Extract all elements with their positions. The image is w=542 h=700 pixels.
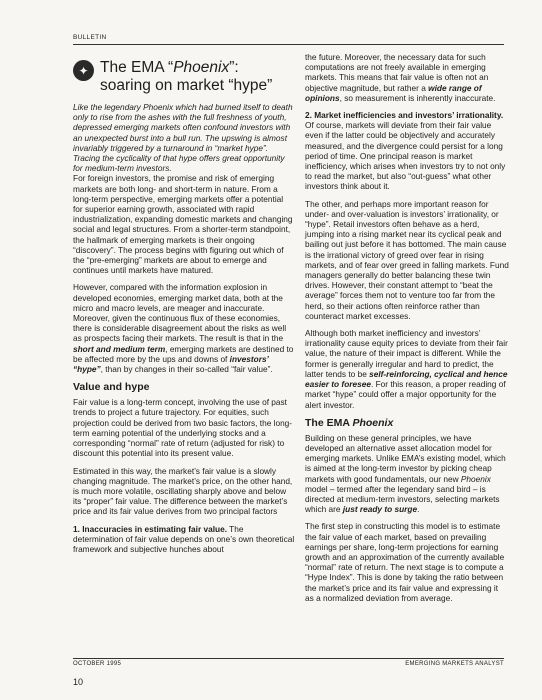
paragraph: Fair value is a long-term concept, involving the use of past trends to project a future trajectory. For equities, such projection could be derived from two basic factors, the long-term earning potential of the underlying stocks and a corresponding “normal” rate of return (adjusted for risk) to discount this potential into its present value. (73, 397, 293, 459)
title-row (73, 52, 295, 94)
paragraph: Building on these general principles, we have developed an alternative asset allocation model for emerging markets. Unlike EMA’s existing model, which is aimed at the long-term investor by picking cheap markets with good fundamentals, our new Phoenix model – termed after the legendary sand bird – is directed at medium-term investors, selecting markets which are just ready to surge. (305, 432, 506, 515)
page-number: 10 (73, 677, 84, 687)
left-column (73, 52, 295, 561)
section-heading: The EMA Phoenix (305, 416, 394, 429)
paragraph: The other, and perhaps more important reason for under- and over-valuation is investors’ irrationality, or “hype”. Retail investors often behave as a herd, jumping into a rising market near its cyclical peak and bailing out just before it has bottomed. The main cause is the irrational victory of greed over fear in rising markets, and of fear over greed in falling markets. Fund managers generally do better balancing these twin drives. However, their constant attempt to “beat the average” forces them not to venture too far from the herd, so their actions often reinforce rather than counteract market excesses. (305, 198, 509, 321)
paragraph: The first step in constructing this model is to estimate the fair value of each market, based on prevailing earnings per share, long-term projections for earning growth and an approximation of the currently available “normal” rate of return. The next stage is to compute a “Hype Index”. This is done by taking the ratio between the market’s price and its fair value and expressing it as a normalized deviation from average. (305, 521, 505, 603)
section-heading: Value and hype (73, 381, 150, 394)
intro-paragraph: Like the legendary Phoenix which had burned itself to death only to rise from the ashes with the full freshness of youth, depressed emerging markets often confound investors with an unexpected burst into a bull run. The upswing is almost invariably triggered by a turnaround in “market hype”. Tracing the cyclicality of that hype offers great opportunity for medium-term investors. (73, 102, 293, 174)
paragraph: 2. Market inefficiencies and investors’ irrationality. Of course, markets will deviate from their fair value even if the latter could be objectively and accurately measured, and the divergence could persist for a long period of time. One principal reason is market inefficiency, which arises when investors try to not only to read the market, but also “out-guess” what other investors think about it. (305, 110, 506, 192)
article-title: The EMA “Phoenix”: soaring on market “hype” (100, 59, 273, 94)
paragraph: Although both market inefficiency and investors’ irrationality cause equity prices to deviate from their fair value, the nature of their impact is different. While the former is generally irregular and hard to predict, the latter tends to be self-reinforcing, cyclical and hence easier to foresee. For this reason, a proper reading of market “hype” could offer a major opportunity for the alert investor. (305, 328, 508, 410)
footer-rule (73, 658, 504, 659)
paragraph: For foreign investors, the promise and risk of emerging markets are both long- and short-term in nature. From a long-term perspective, emerging markets offer a potential for superior earning growth, associated with rapid industrialization, expanding domestic markets and changing social and legal structures. From a shorter-term standpoint, the hallmark of emerging markets is their ongoing “discovery”. The process begins with figuring out which of the “pre-emerging” markets are about to emerge and continues until markets have matured. (73, 173, 293, 276)
paragraph: Estimated in this way, the market’s fair value is a slowly changing magnitude. The market’s price, on the other hand, is much more volatile, oscillating sharply above and below its “proper” fair value. The difference between the market’s price and its fair value derives from two principal factors (73, 465, 293, 517)
phoenix-logo-icon: ✦ (73, 60, 94, 81)
paragraph: 1. Inaccuracies in estimating fair value. The determination of fair value depends on one’s own theoretical framework and subjective hunches about (73, 523, 295, 554)
footer-publication: EMERGING MARKETS ANALYST (405, 661, 504, 667)
bulletin-header: BULLETIN (73, 34, 107, 41)
paragraph: the future. Moreover, the necessary data for such computations are not freely available in emerging markets. This means that fair value is often not an objective magnitude, but rather a wide range of opinions, so measurement is inherently inaccurate. (305, 52, 496, 103)
right-column (305, 52, 509, 610)
footer-date: OCTOBER 1995 (73, 661, 122, 667)
paragraph: However, compared with the information explosion in developed economies, emerging market data, both at the micro and macro levels, are meager and inaccurate. Moreover, given the continuous flux of these economies, there is considerable disagreement about the risks as well as prospects facing their markets. The result is that in the short and medium term, emerging markets are destined to be affected more by the ups and downs of investors’ “hype”, than by changes in their so-called “fair value”. (73, 282, 294, 375)
top-rule (73, 44, 504, 45)
